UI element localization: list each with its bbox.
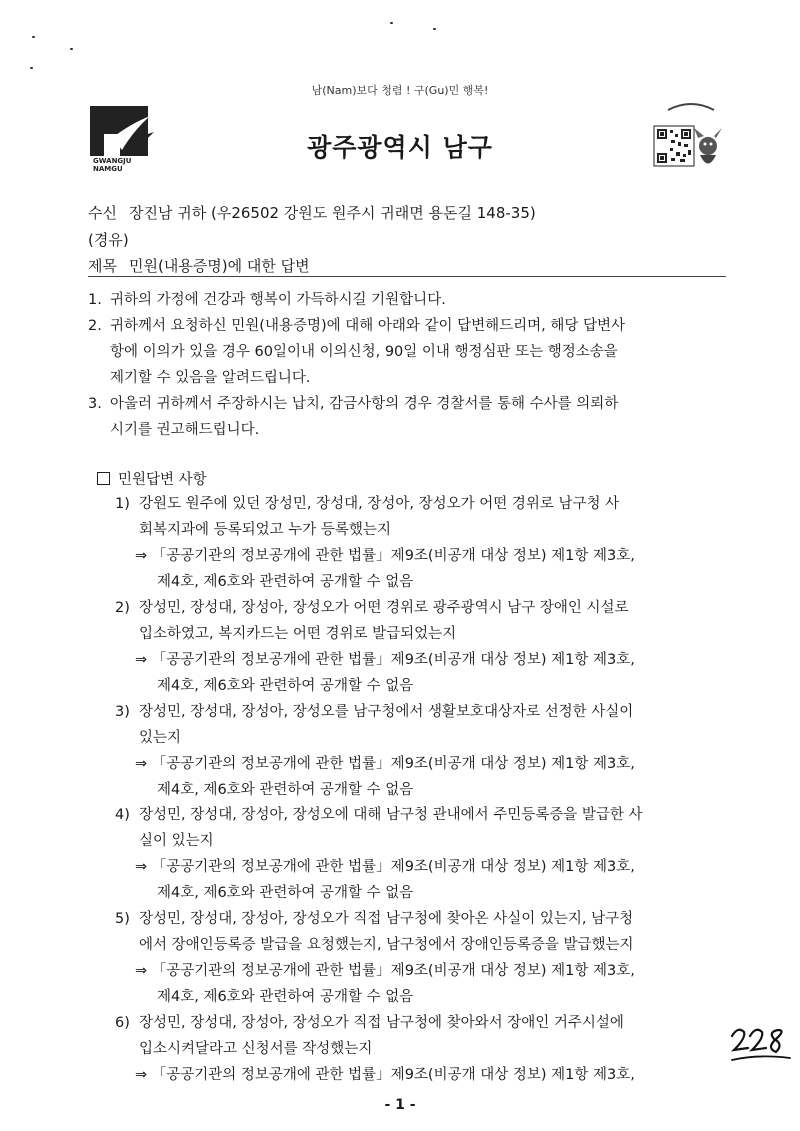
recipient-value: 장진남 귀하 (우26502 강원도 원주시 귀래면 용돈길 148-35)	[128, 204, 536, 222]
scan-speck	[30, 67, 33, 69]
scan-speck	[390, 22, 393, 24]
item-question-cont: 실이 있는지	[139, 833, 214, 849]
item-number: 1)	[115, 496, 130, 512]
item-answer-cont: 제4호, 제6호와 관련하여 공개할 수 없음	[157, 885, 414, 901]
mascot-banner-icon	[666, 100, 716, 112]
item-question: 장성민, 장성대, 장성아, 장성오를 남구청에서 생활보호대상자로 선정한 사실이	[139, 704, 634, 720]
item-question: 장성민, 장성대, 장성아, 장성오가 어떤 경위로 광주광역시 남구 장애인 시설로	[139, 600, 629, 616]
handwritten-note	[728, 1022, 792, 1068]
item-answer-cont: 제4호, 제6호와 관련하여 공개할 수 없음	[157, 678, 414, 694]
item-question-cont: 입소시켜달라고 신청서를 작성했는지	[139, 1041, 373, 1057]
header-divider	[88, 276, 726, 277]
item-question: 장성민, 장성대, 장성아, 장성오에 대해 남구청 관내에서 주민등록증을 발급한 사	[139, 807, 643, 823]
logo-caption-line1: GWANGJU	[93, 157, 132, 165]
paragraph-number: 3.	[88, 396, 102, 412]
item-answer-cont: 제4호, 제6호와 관련하여 공개할 수 없음	[157, 574, 414, 590]
paragraph-text: 귀하께서 요청하신 민원(내용증명)에 대해 아래와 같이 답변해드리며, 해당 답변사	[110, 318, 626, 334]
answer-item-3	[115, 699, 730, 803]
paragraph-text: 귀하의 가정에 건강과 행복이 가득하시길 기원합니다.	[110, 292, 446, 308]
answer-item-5	[115, 906, 730, 1010]
item-number: 4)	[115, 807, 130, 823]
section-title-text: 민원답변 사항	[118, 472, 207, 488]
via-line: (경유)	[88, 231, 129, 249]
item-answer: ⇒ 「공공기관의 정보공개에 관한 법률」제9조(비공개 대상 정보) 제1항 제3호,	[135, 548, 635, 564]
paragraph-text: 아울러 귀하께서 주장하시는 납치, 감금사항의 경우 경찰서를 통해 수사를 의뢰하	[110, 396, 619, 412]
slogan: 남(Nam)보다 청렴 ! 구(Gu)민 행복!	[311, 84, 489, 97]
recipient-label: 수신	[88, 204, 117, 222]
subject-label: 제목	[88, 257, 117, 275]
item-question: 장성민, 장성대, 장성아, 장성오가 직접 남구청에 찾아와서 장애인 거주시설에	[139, 1015, 624, 1031]
item-question-cont: 회복지과에 등록되었고 누가 등록했는지	[139, 522, 391, 538]
answer-item-1	[115, 491, 730, 595]
page-number: - 1 -	[384, 1097, 416, 1113]
scan-speck	[70, 48, 73, 50]
paragraph-2	[88, 313, 625, 339]
item-answer-cont: 제4호, 제6호와 관련하여 공개할 수 없음	[157, 989, 414, 1005]
paragraph-number: 1.	[88, 292, 102, 308]
item-question-cont: 입소하였고, 복지카드는 어떤 경위로 발급되었는지	[139, 626, 457, 642]
item-answer: ⇒ 「공공기관의 정보공개에 관한 법률」제9조(비공개 대상 정보) 제1항 제3호,	[135, 963, 635, 979]
item-number: 2)	[115, 600, 130, 616]
item-question-cont: 있는지	[139, 730, 182, 746]
item-number: 6)	[115, 1015, 130, 1031]
paragraph-3-cont: 시기를 권고해드립니다.	[110, 422, 260, 438]
answer-item-4	[115, 802, 730, 906]
qr-code-icon	[650, 110, 730, 180]
item-question: 장성민, 장성대, 장성아, 장성오가 직접 남구청에 찾아온 사실이 있는지, 남구청	[139, 911, 634, 927]
item-question-cont: 에서 장애인등록증 발급을 요청했는지, 남구청에서 장애인등록증을 발급했는지	[139, 937, 634, 953]
item-question: 강원도 원주에 있던 장성민, 장성대, 장성아, 장성오가 어떤 경위로 남구청 사	[139, 496, 620, 512]
recipient-line	[88, 202, 536, 223]
subject-value: 민원(내용증명)에 대한 답변	[128, 257, 310, 275]
item-number: 5)	[115, 911, 130, 927]
paragraph-3	[88, 391, 618, 417]
item-answer: ⇒ 「공공기관의 정보공개에 관한 법률」제9조(비공개 대상 정보) 제1항 제3호,	[135, 1067, 635, 1083]
logo-caption-line2: NAMGU	[93, 165, 123, 173]
paragraph-1	[88, 287, 446, 313]
paragraph-2-cont: 제기할 수 있음을 알려드립니다.	[110, 370, 311, 386]
scan-speck	[32, 36, 35, 38]
subject-line	[88, 255, 310, 276]
answer-item-6	[115, 1010, 730, 1088]
paragraph-number: 2.	[88, 318, 102, 334]
item-number: 3)	[115, 704, 130, 720]
item-answer-cont: 제4호, 제6호와 관련하여 공개할 수 없음	[157, 782, 414, 798]
paragraph-2-cont: 항에 이의가 있을 경우 60일이내 이의신청, 90일 이내 행정심판 또는 행정소송을	[110, 344, 618, 360]
checkbox-square-icon	[97, 472, 110, 485]
answer-item-2	[115, 595, 730, 699]
document-title: 광주광역시 남구	[307, 133, 493, 162]
section-title	[97, 468, 207, 489]
item-answer: ⇒ 「공공기관의 정보공개에 관한 법률」제9조(비공개 대상 정보) 제1항 제3호,	[135, 859, 635, 875]
item-answer: ⇒ 「공공기관의 정보공개에 관한 법률」제9조(비공개 대상 정보) 제1항 제3호,	[135, 756, 635, 772]
item-answer: ⇒ 「공공기관의 정보공개에 관한 법률」제9조(비공개 대상 정보) 제1항 제3호,	[135, 652, 635, 668]
scan-speck	[433, 28, 436, 30]
